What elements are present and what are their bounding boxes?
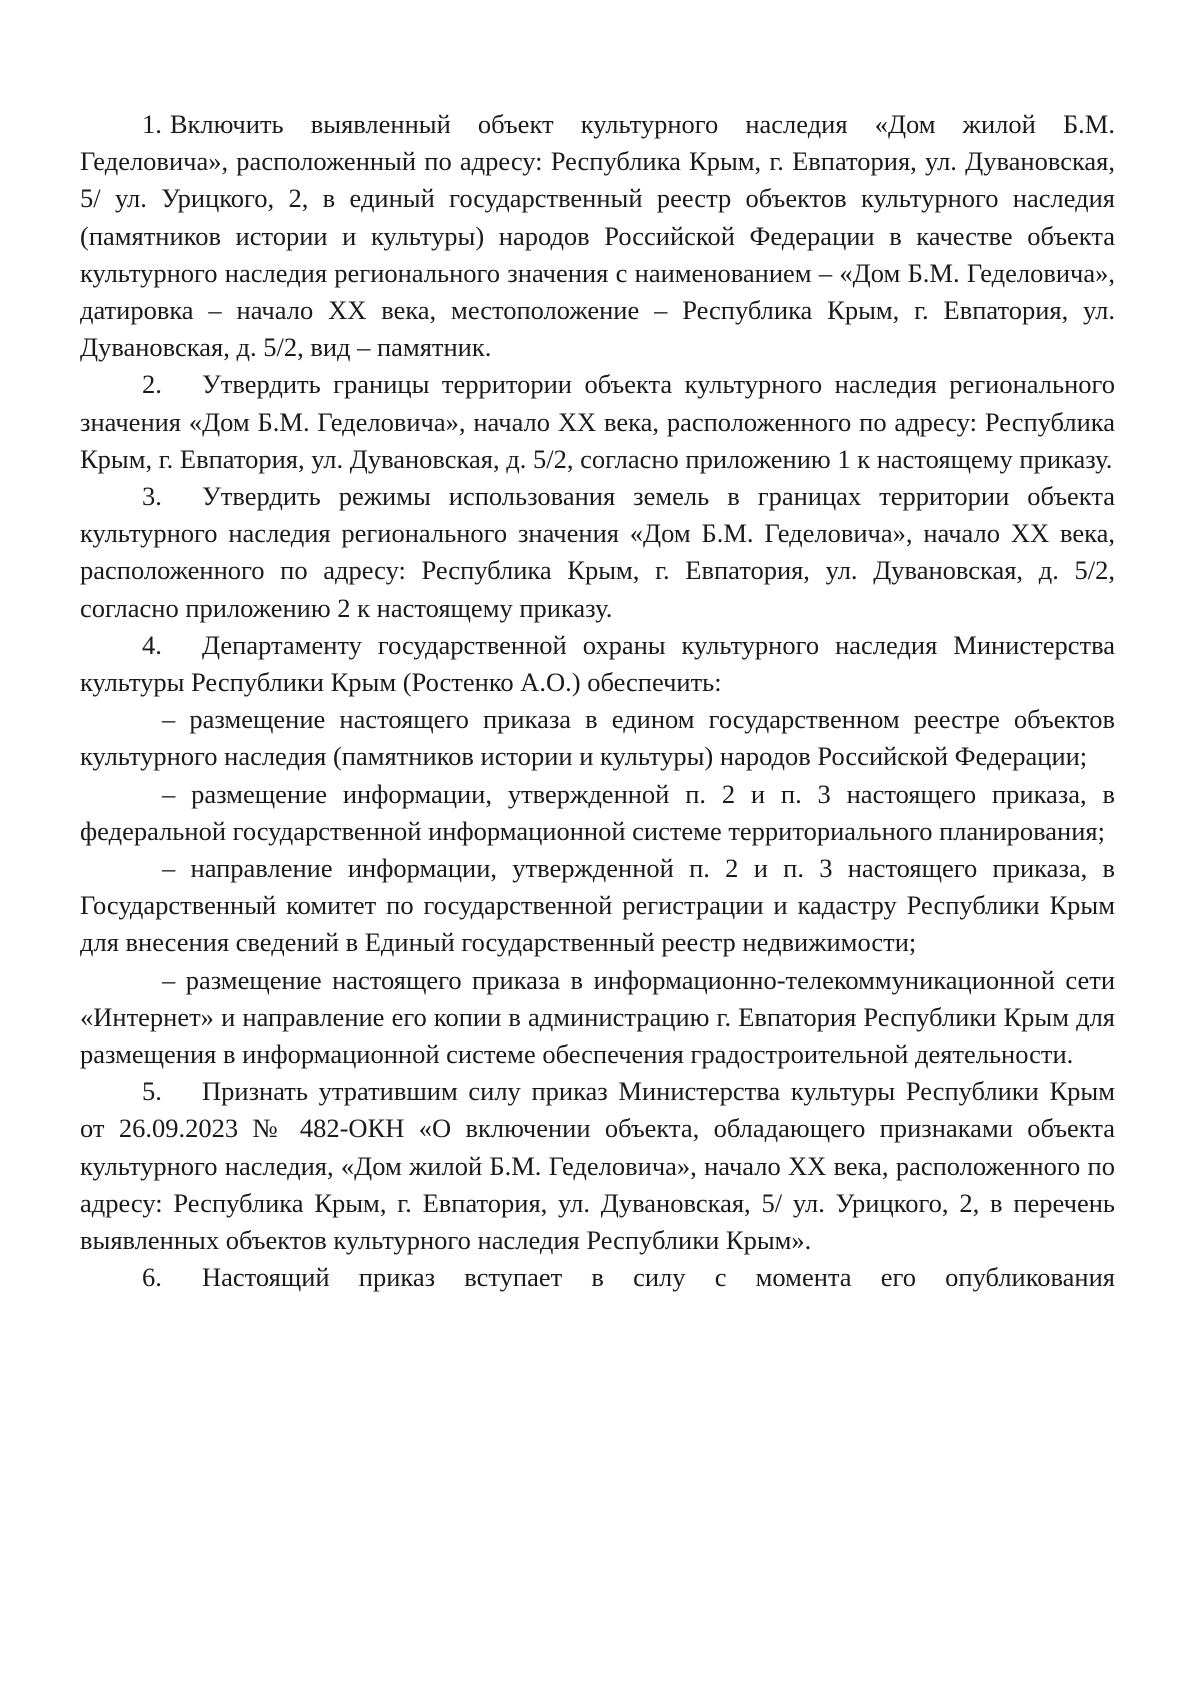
- subitem-federal-system: – размещение информации, утвержденной п. 2 и п. 3 настоящего приказа, в федеральной государственной информационной системе территориального планирования;: [80, 778, 1115, 846]
- subitem-registry-placement: – размещение настоящего приказа в едином государственном реестре объектов культурного наследия (памятников истории и культуры) народов Российской Федерации;: [80, 704, 1115, 772]
- document-page: [80, 106, 1115, 1297]
- item-number: 3.: [142, 481, 162, 512]
- item-text: Департаменту государственной охраны культурного наследия Министерства культуры Республики Крым (Ростенко А.О.) обеспечить:: [80, 629, 1115, 698]
- subitem-state-committee: – направление информации, утвержденной п. 2 и п. 3 настоящего приказа, в Государственный комитет по государственной регистрации и кадастру Республики Крым для внесения сведений в Единый государственный реестр недвижимости;: [80, 853, 1115, 958]
- paragraph-item-2: [80, 366, 1115, 478]
- paragraph-item-6: [80, 1259, 1115, 1296]
- item-number: 6.: [142, 1262, 162, 1293]
- paragraph-item-1: [80, 106, 1115, 366]
- item-number: 1.: [142, 109, 162, 139]
- item-number: 2.: [142, 369, 162, 400]
- paragraph-item-3: [80, 478, 1115, 627]
- item-text: Утвердить режимы использования земель в границах территории объекта культурного наследия регионального значения «Дом Б.М. Геделовича», начало XX века, расположенного по адресу: Республика Крым, г. Евпатория, ул. Дувановская, д. 5/2, согласно приложению 2 к настоящему приказу.: [80, 481, 1115, 623]
- item-text: Настоящий приказ вступает в силу с момента его опубликования: [202, 1262, 1115, 1293]
- paragraph-item-4: [80, 627, 1115, 701]
- item-text: Признать утратившим силу приказ Министерства культуры Республики Крым от 26.09.2023 № 482-ОКН «О включении объекта, обладающего признаками объекта культурного наследия, «Дом жилой Б.М. Геделовича», начало XX века, расположенного по адресу: Республика Крым, г. Евпатория, ул. Дувановская, 5/ ул. Урицкого, 2, в перечень выявленных объектов культурного наследия Республики Крым».: [80, 1076, 1115, 1256]
- paragraph-item-5: [80, 1073, 1115, 1259]
- item-number: 4.: [142, 629, 162, 660]
- item-text: Утвердить границы территории объекта культурного наследия регионального значения «Дом Б.М. Геделовича», начало XX века, расположенного по адресу: Республика Крым, г. Евпатория, ул. Дувановская, д. 5/2, согласно приложению 1 к настоящему приказу.: [80, 369, 1115, 474]
- item-number: 5.: [142, 1076, 162, 1107]
- item-text: Включить выявленный объект культурного наследия «Дом жилой Б.М. Геделовича», расположенный по адресу: Республика Крым, г. Евпатория, ул. Дувановская, 5/ ул. Урицкого, 2, в единый государственный реестр объектов культурного наследия (памятников истории и культуры) народов Российской Федерации в качестве объекта культурного наследия регионального значения с наименованием – «Дом Б.М. Геделовича», датировка – начало XX века, местоположение – Республика Крым, г. Евпатория, ул. Дувановская, д. 5/2, вид – памятник.: [80, 109, 1115, 363]
- subitem-internet-placement: – размещение настоящего приказа в информационно-телекоммуникационной сети «Интернет» и направление его копии в администрацию г. Евпатория Республики Крым для размещения в информационной системе обеспечения градостроительной деятельности.: [80, 964, 1115, 1070]
